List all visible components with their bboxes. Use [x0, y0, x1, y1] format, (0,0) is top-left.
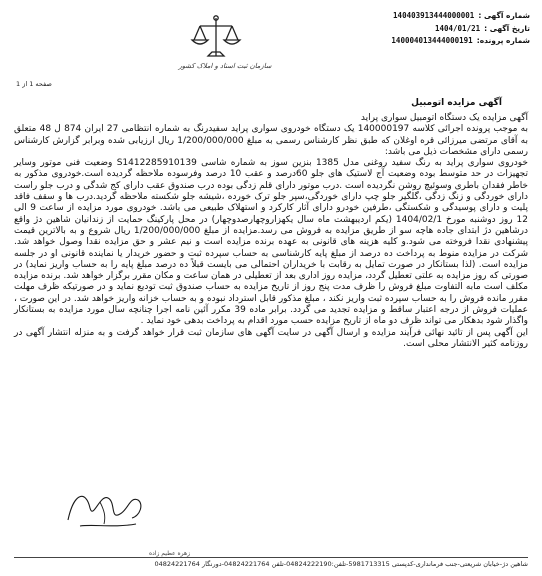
ad-date-value: 1404/01/21 — [434, 23, 481, 33]
handwritten-signature — [60, 480, 150, 535]
ad-header-info — [355, 10, 530, 48]
organization-name: سازمان ثبت اسناد و املاک کشور — [178, 62, 272, 70]
footer-address: شاهین دژ-خیابان شریعتی-جنب فرمانداری-کدپستی 5981713315-تلفن:04824222190-تلفن 04824221764-دورنگار 04824221764 — [154, 560, 528, 568]
ad-date-label: تاریخ آگهی : — [484, 23, 530, 33]
case-number-label: شماره پرونده: — [476, 36, 530, 45]
judiciary-emblem-icon — [186, 10, 246, 70]
ad-date-row — [355, 23, 530, 36]
notice-paragraph-3: خودروی سواری پراید به رنگ سفید روغنی مدل 1385 بنزین سوز به شماره شاسی S1412285910139 وضعیت فنی موتور وسایر تجهیزات در حد متوسط بوده وضعیت آج لاستیک های جلو 60درصد و عقب 10 درصد وفرسوده ملاحظه گردیده است.خودروی مذکور به خاطر فقدان باطری وسوئیچ روشن نگردیده است .درب موتور دارای قلم زدگی بوده درب صندوق عقب دارای کج شدگی و درب جلو راست دارای خوردگی و زنگ زدگی ،گلگیر جلو چپ دارای خوردگی،سپر جلو ترک خورده ،شیشه جلو شکسته ملاحظه گردید.درب ها و سقف فاقد پلیت و دارای پوسیدگی و شکستگی ،طرفین خودرو دارای آثار کارکرد و استهلاک طبیعی می باشد. خودروی مورد مزایده از ساعت 9 الی 12 روز دوشنبه مورخ 1404/02/1 (یکم اردیبهشت ماه سال یکهزاروچهارصدوچهار) در محل پارکینگ حمایت از زندانیان شاهین دژ واقع درشاهین دژ ابتدای جاده هاچه سو از طریق مزایده به فروش می رسد.مزایده از مبلغ 1/200/000/000 ریال شروع و به بالاترین قیمت پیشنهادی نقدا فروخته می شود.و کلیه هزینه های قانونی به عهده برنده مزایده است و نیم عشر و حق مزایده نقدا وصول خواهد شد. شرکت در مزایده منوط به پرداخت ده درصد از مبلغ پایه کارشناسی به حساب سپرده ثبت و حضور خریدار یا نماینده قانونی او در جلسه مزایده است. (لذا بستانکار در صورت تمایل به رقابت با خریداران احتمالی می بایست قبلاً ده درصد مبلغ پایه را به حساب واریز نماید) در صورتی که روز مزایده به علتی تعطیل گردد، مزایده روز اداری بعد از تعطیلی در همان ساعت و مکان مقرر برگزار خواهد شد. برنده مزایده مکلف است مابه التفاوت مبلغ فروش را ظرف مدت پنج روز از تاریخ مزایده به حساب صندوق ثبت تودیع نماید و در صورتیکه ظرف مهلت مقرر مانده فروش را به حساب سپرده ثبت واریز نکند ، مبلغ مذکور قابل استرداد نبوده و به حساب خزانه واریز خواهد شد. در این صورت ، عملیات فروش از درجه اعتبار ساقط و مزایده تجدید می گردد. برابر ماده 39 مکرر آئین نامه اجرا چنانچه سال مورد مزایده به بستانکار واگذار شود بدهکار می تواند ظرف دو ماه از تاریخ مزایده حسب مورد اقدام به پرداخت بدهی خود نماید . — [14, 158, 528, 327]
case-number-value: 140004013444000191 — [391, 36, 473, 45]
ad-number-value: 140403913444000001 — [393, 11, 475, 20]
signature-caption: زهره عطیم زاده — [148, 550, 190, 557]
notice-title: آگهی مزایده اتومبیل — [411, 98, 502, 108]
ad-number-label: شماره آگهی : — [478, 11, 530, 20]
page-indicator: صفحه 1 از 1 — [16, 80, 52, 88]
notice-paragraph-1: آگهی مزایده یک دستگاه اتومبیل سواری پراید — [360, 113, 528, 123]
footer-divider — [14, 557, 528, 558]
ad-number-row — [355, 10, 530, 23]
notice-paragraph-4: این آگهی پس از تائید نهائی فرآیند مزایده و ارسال آگهی در سایت آگهی های سازمان ثبت قرار خواهد گرفت و به منزله انتشار آگهی در روزنامه کثیر الانتشار محلی است. — [14, 327, 528, 349]
notice-paragraph-2: به موجب پرونده اجرائی کلاسه 140000197 یک دستگاه خودروی سواری پراید سفیدرنگ به شماره انتظامی 27 ایران 874 ل 48 متعلق به آقای مرتضی میرزائی قره اوغلان که طبق نظر کارشناس رسمی به مبلغ 1/200/000/000 ریال ارزیابی شده وبرابر گزارش کارشناس رسمی دارای مشخصات ذیل می باشد: — [14, 124, 528, 157]
notice-body — [14, 113, 528, 350]
case-number-row — [355, 35, 530, 48]
